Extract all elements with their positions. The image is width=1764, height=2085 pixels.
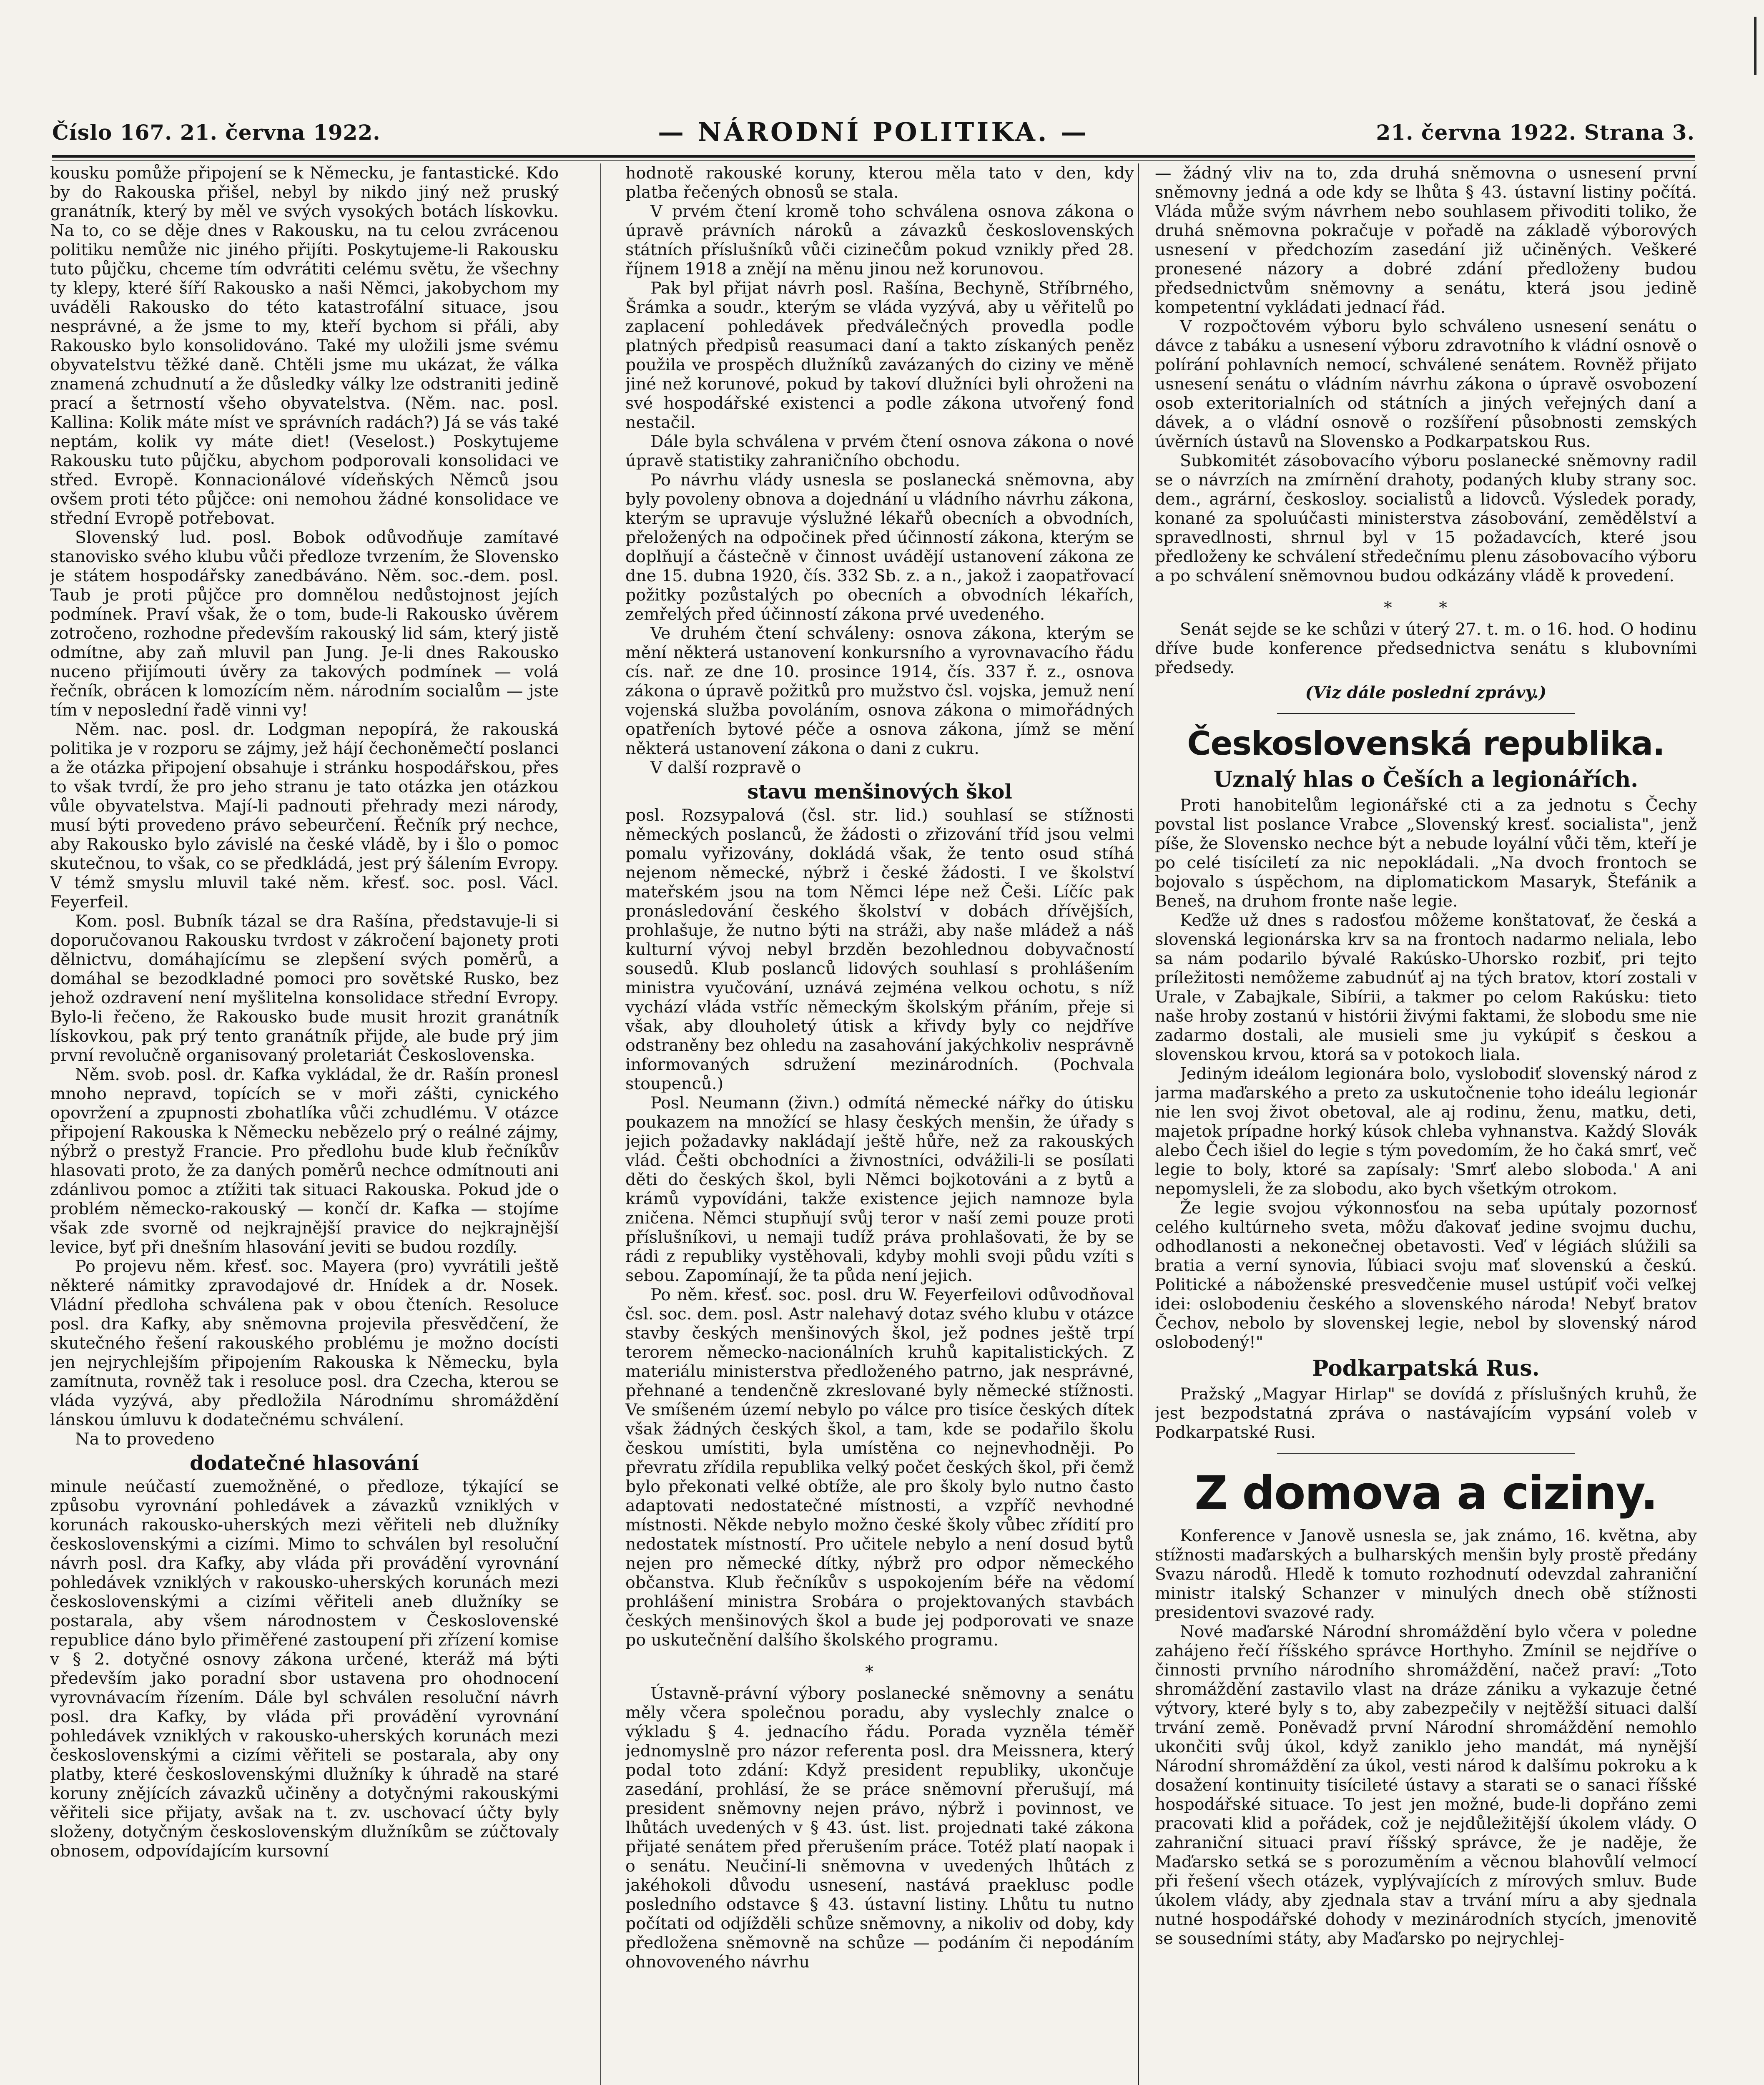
article-paragraph: Po návrhu vlády usnesla se poslanecká sněmovna, aby byly povoleny obnova a dojednání u vládního návrhu zákona, kterým se upravuje výslužné lékařů obecních a obvodních, přeložených na odpočinek před účinností zákona, kterým se doplňují a částečně v činnost uvádějí ustanovení zákona ze dne 15. dubna 1920, čís. 332 Sb. z. a n., jakož i zaopatřovací požitky pozůstalých po obecních a obvodních lékařích, zemřelých před účinností zákona prvé uvedeného. <box>625 470 1134 624</box>
article-paragraph: minule neúčastí zuemožněné, o předloze, týkající se způsobu vyrovnání pohledávek a závazků vzniklých v korunách rakousko-uherských mezi věřiteli neb dlužníky československými a cizími. Mimo to schválen byl resoluční návrh posl. dra Kafky, aby vláda při provádění vyrovnání pohledávek vzniklých v rakousko-uherských korunách mezi československými a cizími věřiteli aneb dlužníky se postarala, aby všem národnostem v Československé republice dáno bylo přiměřené zastoupení při zřízení komise v § 2. dotyčné osnovy zákona určené, kteráž má býti především jako poradní sbor ustavena pro ohodnocení vyrovnávacím řízením. Dále byl schválen resoluční návrh posl. dra Kafky, by vláda při provádění vyrovnání pohledávek vzniklých v rakousko-uherských korunách mezi československými a cizími věřiteli se postarala, aby ony platby, které československými dlužníky k úhradě na staré koruny znějících závazků učiněny a dotyčnými rakouskými věřiteli sice přijaty, avšak na t. zv. uschovací účty byly složeny, dotyčným československým dlužníkům se zúčtovaly obnosem, odpovídajícím kursovní <box>50 1477 559 1861</box>
article-paragraph: Dále byla schválena v prvém čtení osnova zákona o nové úpravě statistiky zahraničního obchodu. <box>625 432 1134 470</box>
section-title: Československá republika. <box>1187 725 1665 763</box>
article-paragraph: Jediným ideálom legionára bolo, vyslobodiť slovenský národ z jarma maďarského a preto za uskutočnenie toho ideálu legionár nie len svoj život obetoval, ale aj rodinu, ženu, matku, deti, majetok prípadne horký kúsok chleba vyhnanstva. Každý Slovák alebo Čech išiel do legie s tým povedomím, že ho čaká smrť, več legie to boly, ktoré sa zapísaly: 'Smrť alebo sloboda.' A ani nepomysleli, že za slobodu, ako bych všetkým otrokom. <box>1155 1064 1697 1198</box>
article-paragraph: Ústavně-právní výbory poslanecké sněmovny a senátu měly včera společnou poradu, aby vyslechly znalce o výkladu § 4. jednacího řádu. Porada vyzněla téměř jednomyslně pro názor referenta posl. dra Meissnera, který podal toto zdání: Když president republiky, ukončuje zasedání, prohlásí, že se práce sněmovní přerušují, má president sněmovny nejen právo, nýbrž i povinnost, ve lhůtách uvedených v § 43. úst. list. projednati také zákona přijaté senátem před přerušením práce. Totéž platí naopak i o senátu. Neučiní-li sněmovna v uvedených lhůtách z jakéhokoli důvodu usnesení, nastává praeklusc podle posledního odstavce § 43. ústavní listiny. Lhůtu tu nutno počítati od odjížděli schůze sněmovny, a nikoliv od doby, kdy předložena sněmovně na schůze — podáním či nepodáním ohnovoveného návrhu <box>625 1684 1134 1972</box>
section-heading: stavu menšinových škol <box>747 780 1012 804</box>
column-separator-2 <box>1138 163 1139 2085</box>
header-rule-thin <box>52 160 1695 161</box>
date-and-page: 21. června 1922. Strana 3. <box>1376 120 1695 145</box>
article-headline: Uznalý hlas o Češích a legionářích. <box>1213 767 1639 792</box>
issue-number: Číslo 167. 21. června 1922. <box>52 120 381 145</box>
section-heading: dodatečné hlasování <box>190 1452 419 1475</box>
article-paragraph: Posl. Neumann (živn.) odmítá německé nářky do útisku poukazem na množící se hlasy českých menšin, že úřady s jejich požadavky nakládají ještě hůře, než za rakouských vlád. Češti obchodníci a živnostníci, odvážili-li se posílati děti do českých škol, byli Němci bojkotováni a z bytů a krámů vypovídáni, takže existence jejich namnoze byla zničena. Němci stupňují svůj teror v naší zemi pouze proti příslušníkovi, u nemaji tudíž práva prohlašovati, že by se rádi z republiky vystěhovali, kdyby mohli svoji půdu vzíti s sebou. Zapomínají, že ta půda není jejich. <box>625 1093 1134 1285</box>
article-paragraph: Po projevu něm. křesť. soc. Mayera (pro) vyvrátili ještě některé námitky zpravodajové dr. Hnídek a dr. Nosek. Vládní předloha schválena pak v obou čteních. Resoluce posl. dra Kafky, aby sněmovna projevila přesvědčení, že skutečného řešení rakouského problému je možno docísti jen nejrychlejším připojením Rakouska k Německu, byla zamítnuta, rovněž tak i resoluce posl. dra Czecha, kterou se vláda vyzývá, aby předložila Národnímu shromáždění lánskou úmluvu k dodatečnému schválení. <box>50 1257 559 1429</box>
article-paragraph: Konference v Janově usnesla se, jak známo, 16. května, aby stížnosti maďarských a bulharských menšin byly prostě předány Svazu národů. Hledě k tomuto rozhodnutí odevzdal zahraniční ministr italský Schanzer v minulých dnech obě stížnosti presidentovi svazové rady. <box>1155 1526 1697 1622</box>
divider-rule <box>1277 1453 1575 1454</box>
article-paragraph: V další rozpravě o <box>650 758 801 777</box>
article-paragraph: Že legie svojou výkonnosťou na seba upútaly pozornosť celého kultúrneho sveta, môžu ďakovať jedine svojmu duchu, odhodlanosti a nekonečnej obetavosti. Veď v légiách slúžili sa bratia a verní synovia, ľúbiaci svoju mať slovenskú a českú. Politické a náboženské presvedčenie musel ustúpiť voči veľkej idei: oslobodeniu českého a slovenského národa! Nebyť bratov Čechov, nebolo by slovenskej legie, nebol by slovenský národ oslobodený!" <box>1155 1198 1697 1352</box>
article-paragraph: Slovenský lud. posl. Bobok odůvodňuje zamítavé stanovisko svého klubu vůči předloze tvrzením, že Slovensko je státem hospodářsky zanedbáváno. Něm. soc.-dem. posl. Taub je proti půjčce pro domnělou nedůstojnost jejích podmínek. Praví však, že o tom, bude-li Rakousko úvěrem zotročeno, rozhodne především rakouský lid sám, který jistě odmítne, aby zaň mluvil pan Jung. Je-li dnes Rakousko nuceno přijímouti úvěry za takových podmínek — volá řečník, obrácen k lomozícím něm. národním socialům — jste tím v neposlední řadě vinni vy! <box>50 528 559 720</box>
article-paragraph: Pražský „Magyar Hirlap" se dovídá z příslušných kruhů, že jest bezpodstatná zpráva o nastávajícím vypsání voleb v Podkarpatské Rusi. <box>1155 1384 1697 1442</box>
header-rule <box>52 155 1695 158</box>
article-paragraph: Něm. svob. posl. dr. Kafka vykládal, že dr. Rašín pronesl mnoho nepravd, topících se v moři zášti, cynického opovržení a zpupnosti zbohatlíka vůči zchudlému. V otázce připojení Rakouska k Německu nebězelo prý o reálné zájmy, nýbrž o prestyž Francie. Pro předlohu bude klub řečníkův hlasovati proto, že za daných poměrů nechce odmítnouti ani zdánlivou pomoc a ztížiti tak situaci Rakouska. Pokud jde o problém německo-rakouský — končí dr. Kafka — stojíme však zde svorně od nejkrajnější pravice do nejkrajnější levice, byť při dnešním hlasování jeviti se budou rozdíly. <box>50 1065 559 1257</box>
see-also-note: (Viz dále poslední zprávy.) <box>1305 683 1547 702</box>
section-divider-stars: ⁎ <box>865 1657 894 1676</box>
article-paragraph: Nové maďarské Národní shromáždění bylo včera v poledne zahájeno řečí říšského správce Horthyho. Zmínil se nejdříve o činnosti prvního národního shromáždění, načež praví: „Toto shromáždění zastavilo vlast na dráze zániku a vykazuje četné výtvory, které byly s to, aby zabezpečily v nejtěžší situaci další trvání země. Poněvadž první Národní shromáždění nemohlo ukončiti svůj úkol, když zaniklo jeho mandát, má nynější Národní shromáždění za úkol, vesti národ k dalšímu pokroku a k dosažení kontinuity tisícileté ústavy a starati se o sanaci říšské hospodářské situace. To jest jen možné, bude-li dopřáno zemi pracovati klid a pořádek, což je nejdůležitější úkolem vlády. O zahraniční situaci praví říšský správce, že je naděje, že Maďarsko setká se s porozuměním a věcnou blahovůlí velmocí při řešení všech otázek, vyplývajících z mírových smluv. Bude úkolem vlády, aby zjednala stav a trvání míru a aby sjednala nutné hospodářské dohody v mezinárodních stycích, jmenovitě se sousedními státy, aby Maďarsko po nejrychlej- <box>1155 1622 1697 1948</box>
article-paragraph: Senát sejde se ke schůzi v úterý 27. t. m. o 16. hod. O hodinu dříve bude konference předsednictva senátu s klubovními předsedy. <box>1155 620 1697 677</box>
article-paragraph: Kom. posl. Bubník tázal se dra Rašína, představuje-li si doporučovanou Rakousku tvrdost v zákročení bajonety proti dělnictvu, domáhajícímu se zlepšení svých poměrů, a domáhal se bezodkladné pomoci pro sovětské Rusko, bez jehož ozdravení není myšlitelna konsolidace střední Evropy. Bylo-li řečeno, že Rakousko bude musit hrozit granátník lískovkou, pak prý tento granátník přijde, ale bude prý jim první revolučně organisovaný proletariát Československa. <box>50 912 559 1065</box>
article-paragraph: kousku pomůže připojení se k Německu, je fantastické. Kdo by do Rakouska přišel, nebyl by nikdo jiný než pruský granátník, který by měl ve svých vysokých botách lískovku. Na to, co se děje dnes v Rakousku, na tu celou zvrácenou politiku nemůže nic jiného přijíti. Poskytujeme-li Rakousku tuto půjčku, chceme tím odvrátiti celému světu, že všechny ty klepy, které šíří Rakousko a naši Němci, jakobychom my uváděli Rakousko do této katastrofální situace, jsou nesprávné, a že jsme to my, kteří bychom si přáli, aby Rakousko bylo konsolidováno. Také my uložili jsme svému obyvatelstvu těžké daně. Chtěli jsme mu ukázat, že válka znamená zchudnutí a že důsledky války lze odstraniti jedině prací a šetrností všeho obyvatelstva. (Něm. nac. posl. Kallina: Kolik máte míst ve správních radách?) Já se vás také neptám, kolik vy máte diet! (Veselost.) Poskytujeme Rakousku tuto půjčku, abychom podporovali konsolidaci ve střed. Evropě. Konnacionálové vídeňských Němců jsou ovšem proti této půjčce: oni nemohou žádné konsolidace ve střední Evropě potřebovat. <box>50 163 559 528</box>
column-1 <box>50 163 559 2085</box>
column-3 <box>1155 163 1697 2085</box>
article-paragraph: — žádný vliv na to, zda druhá sněmovna o usnesení první sněmovny jedná a ode kdy se lhůta § 43. ústavní listiny počítá. Vláda může svým návrhem nebo souhlasem přivoditi toliko, že druhá sněmovna pokračuje v pořadě na základě výborových usnesení v předchozím zasedání již učiněných. Veškeré pronesené názory a dobré zdání předloženy budou předsednictvům sněmovny a senátu, která jsou jedině kompetentní vykládati jednací řád. <box>1155 163 1697 317</box>
article-paragraph: V rozpočtovém výboru bylo schváleno usnesení senátu o dávce z tabáku a usnesení výboru zdravotního k vládní osnově o polírání pohlavních nemocí, schválené senátem. Rovněž přijato usnesení senátu o vládním návrhu zákona o úpravě osvobození osob exteritorialních od státních a jiných veřejných daní a dávek, a o vládní osnově o rozšíření působnosti zemských úvěrních ústavů na Slovensko a Podkarpatskou Rus. <box>1155 317 1697 451</box>
section-divider-stars: ⁎ ⁎ <box>1383 593 1468 612</box>
masthead-title: — NÁRODNÍ POLITIKA. — <box>658 117 1089 147</box>
column-separator-1 <box>600 163 601 2085</box>
scan-edge-mark <box>1754 17 1756 75</box>
article-paragraph: Subkomitét zásobovacího výboru poslanecké sněmovny radil se o návrzích na zmírnění drahoty, podaných kluby strany soc. dem., agrární, českosloy. socialistů a lidovců. Výsledek porady, konané za spoluúčasti ministerstva zásobování, zemědělství a spravedlnosti, shrnul byl v 15 požadavcích, které jsou předloženy ke schválení středečnímu plenu zásobovacího výboru a po schválení sněmovnou budou odkázány vládě k provedení. <box>1155 451 1697 585</box>
article-paragraph: Ve druhém čtení schváleny: osnova zákona, kterým se mění některá ustanovení konkursního a vyrovnavacího řádu cís. nař. ze dne 10. prosince 1914, čís. 337 ř. z., osnova zákona o úpravě požitků pro mužstvo čsl. vojska, jemuž není vojenská služba povoláním, osnova zákona o mimořádných opatřeních bytové péče a osnova zákona, jímž se mění některá ustanovení zákona o dani z cukru. <box>625 624 1134 758</box>
article-paragraph: Keďže už dnes s radosťou môžeme konštatovať, že česká a slovenská legionárska krv sa na frontoch nadarmo neliala, lebo sa nám podarilo bývalé Rakúsko-Uhorsko rozbiť, pri tejto príležitosti nemôžeme zabudnúť aj na tých bratov, ktorí zostali v Urale, v Zabajkale, Sibírii, a takmer po celom Rakúsku: tieto naše hroby zostanú v histórii živými faktami, že slobodu sme nie zadarmo dostali, ale musieli sme ju vykúpiť s českou a slovenskou krvou, ktorá sa v potokoch liala. <box>1155 911 1697 1064</box>
article-paragraph: Pak byl přijat návrh posl. Rašína, Bechyně, Stříbrného, Šrámka a soudr., kterým se vláda vyzývá, aby u věřitelů po zaplacení pohledávek předválečných provedla podle platných předpisů reasumaci daní a takto získaných peněz použila ve prospěch dlužníků zavázaných do ciziny ve měně jiné než korunové, pokud by takoví dlužníci byli ohroženi na své hospodářské existenci a podle zákona utvořený fond nestačil. <box>625 279 1134 432</box>
divider-rule <box>1277 713 1575 714</box>
article-paragraph: Něm. nac. posl. dr. Lodgman nepopírá, že rakouská politika je v rozporu se zájmy, jež hájí čechoněmečtí poslanci a že otázka připojení obsahuje i stránku hospodářskou, přes to však tvrdí, že pro jeho stranu je tato otázka jen otázkou vůle obyvatelstva. Mají-li padnouti přehrady mezi národy, musí býti provedeno právo sebeurčení. Řečník prý nechce, aby Rakousko bylo závislé na české vládě, by i šlo o pomoc skutečnou, to však, co se předkládá, jest prý šálením Evropy. V témž smyslu mluvil také něm. křesť. soc. posl. Václ. Feyerfeil. <box>50 720 559 912</box>
page-header <box>52 117 1695 154</box>
column-2 <box>625 163 1134 2085</box>
article-paragraph: posl. Rozsypalová (čsl. str. lid.) souhlasí se stížnosti německých poslanců, že žádosti o zřizování tříd jsou velmi pomalu vyřizovány, dokládá však, že tento osud stíhá nejenom německé, nýbrž i české žádosti. I ve školství mateřském jsou na tom Němci lépe než Češi. Líčíc pak pronásledování českého školství v dobách dřívějších, prohlašuje, že nutno býti na stráži, aby naše mládež a náš kulturní vývoj nebyl brzděn bezohlednou dobyvačností sousedů. Klub poslanců lidových souhlasí s prohlášením ministra vyučování, uznává zejména velkou ochotu, s níž vychází vláda vstříc německým školským přáním, přeje si však, aby dlouholetý útisk a křivdy byly co nejdříve odstraněny bez ohledu na zasahování jakýchkoliv nesprávně informovaných sdružení mezinárodních. (Pochvala stoupenců.) <box>625 806 1134 1093</box>
article-paragraph: Po něm. křesť. soc. posl. dru W. Feyerfeilovi odůvodňoval čsl. soc. dem. posl. Astr nalehavý dotaz svého klubu v otázce stavby českých menšinových škol, jež podnes ještě trpí terorem německo-nacionálních kruhů kapitalistických. Z materiálu ministerstva předloženého patrno, jak nesprávné, přehnané a tendenčně zkreslované byly německé stížnosti. Ve smíšeném území nebylo po válce pro tisíce českých dítek však žádných českých škol, a tam, kde se podařilo školu českou umístiti, byla umístěna co nejnevhodněji. Po převratu zřídila republika velký počet českých škol, při čemž bylo překonati velké obtíže, ale pro školy bylo nutno často adaptovati nedostatečné místnosti, a vzpříč nevhodné místnosti. Někde nebylo možno české školy vůbec zřídití pro nedostatek místností. Pro učitele nebylo a není dosud bytů nejen pro německé dítky, nýbrž pro odpor německého občanstva. Klub řečníkův s uspokojením béře na vědomí prohlášení ministra Srobára o projektovaných stavbách českých menšinových škol a bude jej podporovati ve snaze po uskutečnění dalšího školského programu. <box>625 1285 1134 1650</box>
article-paragraph: hodnotě rakouské koruny, kterou měla tato v den, kdy platba řečených obnosů se stala. <box>625 163 1134 202</box>
article-paragraph: Proti hanobitelům legionářské cti a za jednotu s Čechy povstal list poslance Vrabce „Slovenský kresť. socialista", jenž píše, že Slovensko nechce být a nebude loyální vůči těm, kteří je po celé tisíciletí za nic nepokládali. „Na dvoch frontoch se bojovalo s úspěchom, na diplomatickom Masaryk, Štefánik a Beneš, na druhom fronte naše legie. <box>1155 796 1697 911</box>
section-title: Z domova a ciziny. <box>1194 1466 1657 1520</box>
article-paragraph: V prvém čtení kromě toho schválena osnova zákona o úpravě právních nároků a závazků československých státních příslušníků vůči cizinečům pokud vznikly před 28. říjnem 1918 a znějí na měnu jinou než korunovou. <box>625 202 1134 279</box>
article-paragraph: Na to provedeno <box>75 1429 215 1449</box>
article-headline: Podkarpatská Rus. <box>1312 1356 1540 1381</box>
